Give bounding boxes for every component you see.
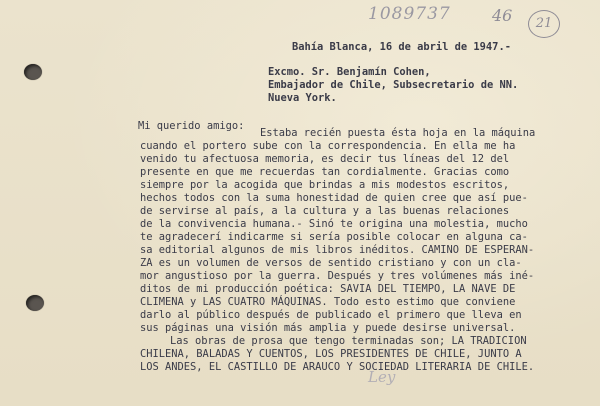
body-line: de la convivencia humana.- Sinó te origina una molestia, mucho (140, 218, 528, 230)
body-line: cuando el portero sube con la correspondencia. En ella me ha (140, 140, 516, 152)
body-line: ditos de mi producción poética: SAVIA DEL TIEMPO, LA NAVE DE (140, 283, 516, 295)
handwritten-signature: Ley (368, 368, 396, 386)
body-line: mor angustioso por la guerra. Después y tres volúmenes más iné- (140, 270, 535, 282)
body-line: ZA es un volumen de versos de sentido cristiano y con un cla- (140, 257, 522, 269)
body-line: LOS ANDES, EL CASTILLO DE ARAUCO Y SOCIEDAD LITERARIA DE CHILE. (140, 361, 535, 373)
body-line: de servirse al país, a la cultura y a las buenas relaciones (140, 205, 510, 217)
archive-number: 1089737 (368, 4, 451, 24)
date-line: Bahía Blanca, 16 de abril de 1947.- (292, 41, 511, 53)
recipient-position: Embajador de Chile, Subsecretario de NN. (268, 79, 519, 91)
recipient-city: Nueva York. (268, 92, 337, 104)
folio-number: 46 (492, 6, 513, 25)
body-line: venido tu afectuosa memoria, es decir tus líneas del 12 del (140, 153, 510, 165)
greeting: Mi querido amigo: (138, 120, 245, 132)
body-line: CHILENA, BALADAS Y CUENTOS, LOS PRESIDENTES DE CHILE, JUNTO A (140, 348, 522, 360)
body-line: hechos todos con la suma honestidad de quien cree que así pue- (140, 192, 528, 204)
recipient-name: Excmo. Sr. Benjamín Cohen, (268, 66, 431, 78)
body-line: te agradecerí indicarme si sería posible colocar en alguna ca- (140, 231, 528, 243)
body-line: sus páginas una visión más amplia y puede desirse universal. (140, 322, 516, 334)
body-line: CLIMENA y LAS CUATRO MÁQUINAS. Todo esto estimo que conviene (140, 296, 516, 308)
body-line: darlo al público después de publicado el primero que lleva en (140, 309, 522, 321)
body-line: Estaba recién puesta ésta hoja en la máquina (260, 127, 536, 139)
circled-page-number: 21 (528, 10, 560, 38)
punch-hole-top (24, 64, 42, 80)
body-line: Las obras de prosa que tengo terminadas son; LA TRADICION (170, 335, 527, 347)
punch-hole-bottom (26, 295, 44, 311)
body-line: sa editorial algunos de mis libros inéditos. CAMINO DE ESPERAN- (140, 244, 535, 256)
body-line: siempre por la acogida que brindas a mis modestos escritos, (140, 179, 510, 191)
body-line: presente en que me recuerdas tan cordialmente. Gracias como (140, 166, 510, 178)
